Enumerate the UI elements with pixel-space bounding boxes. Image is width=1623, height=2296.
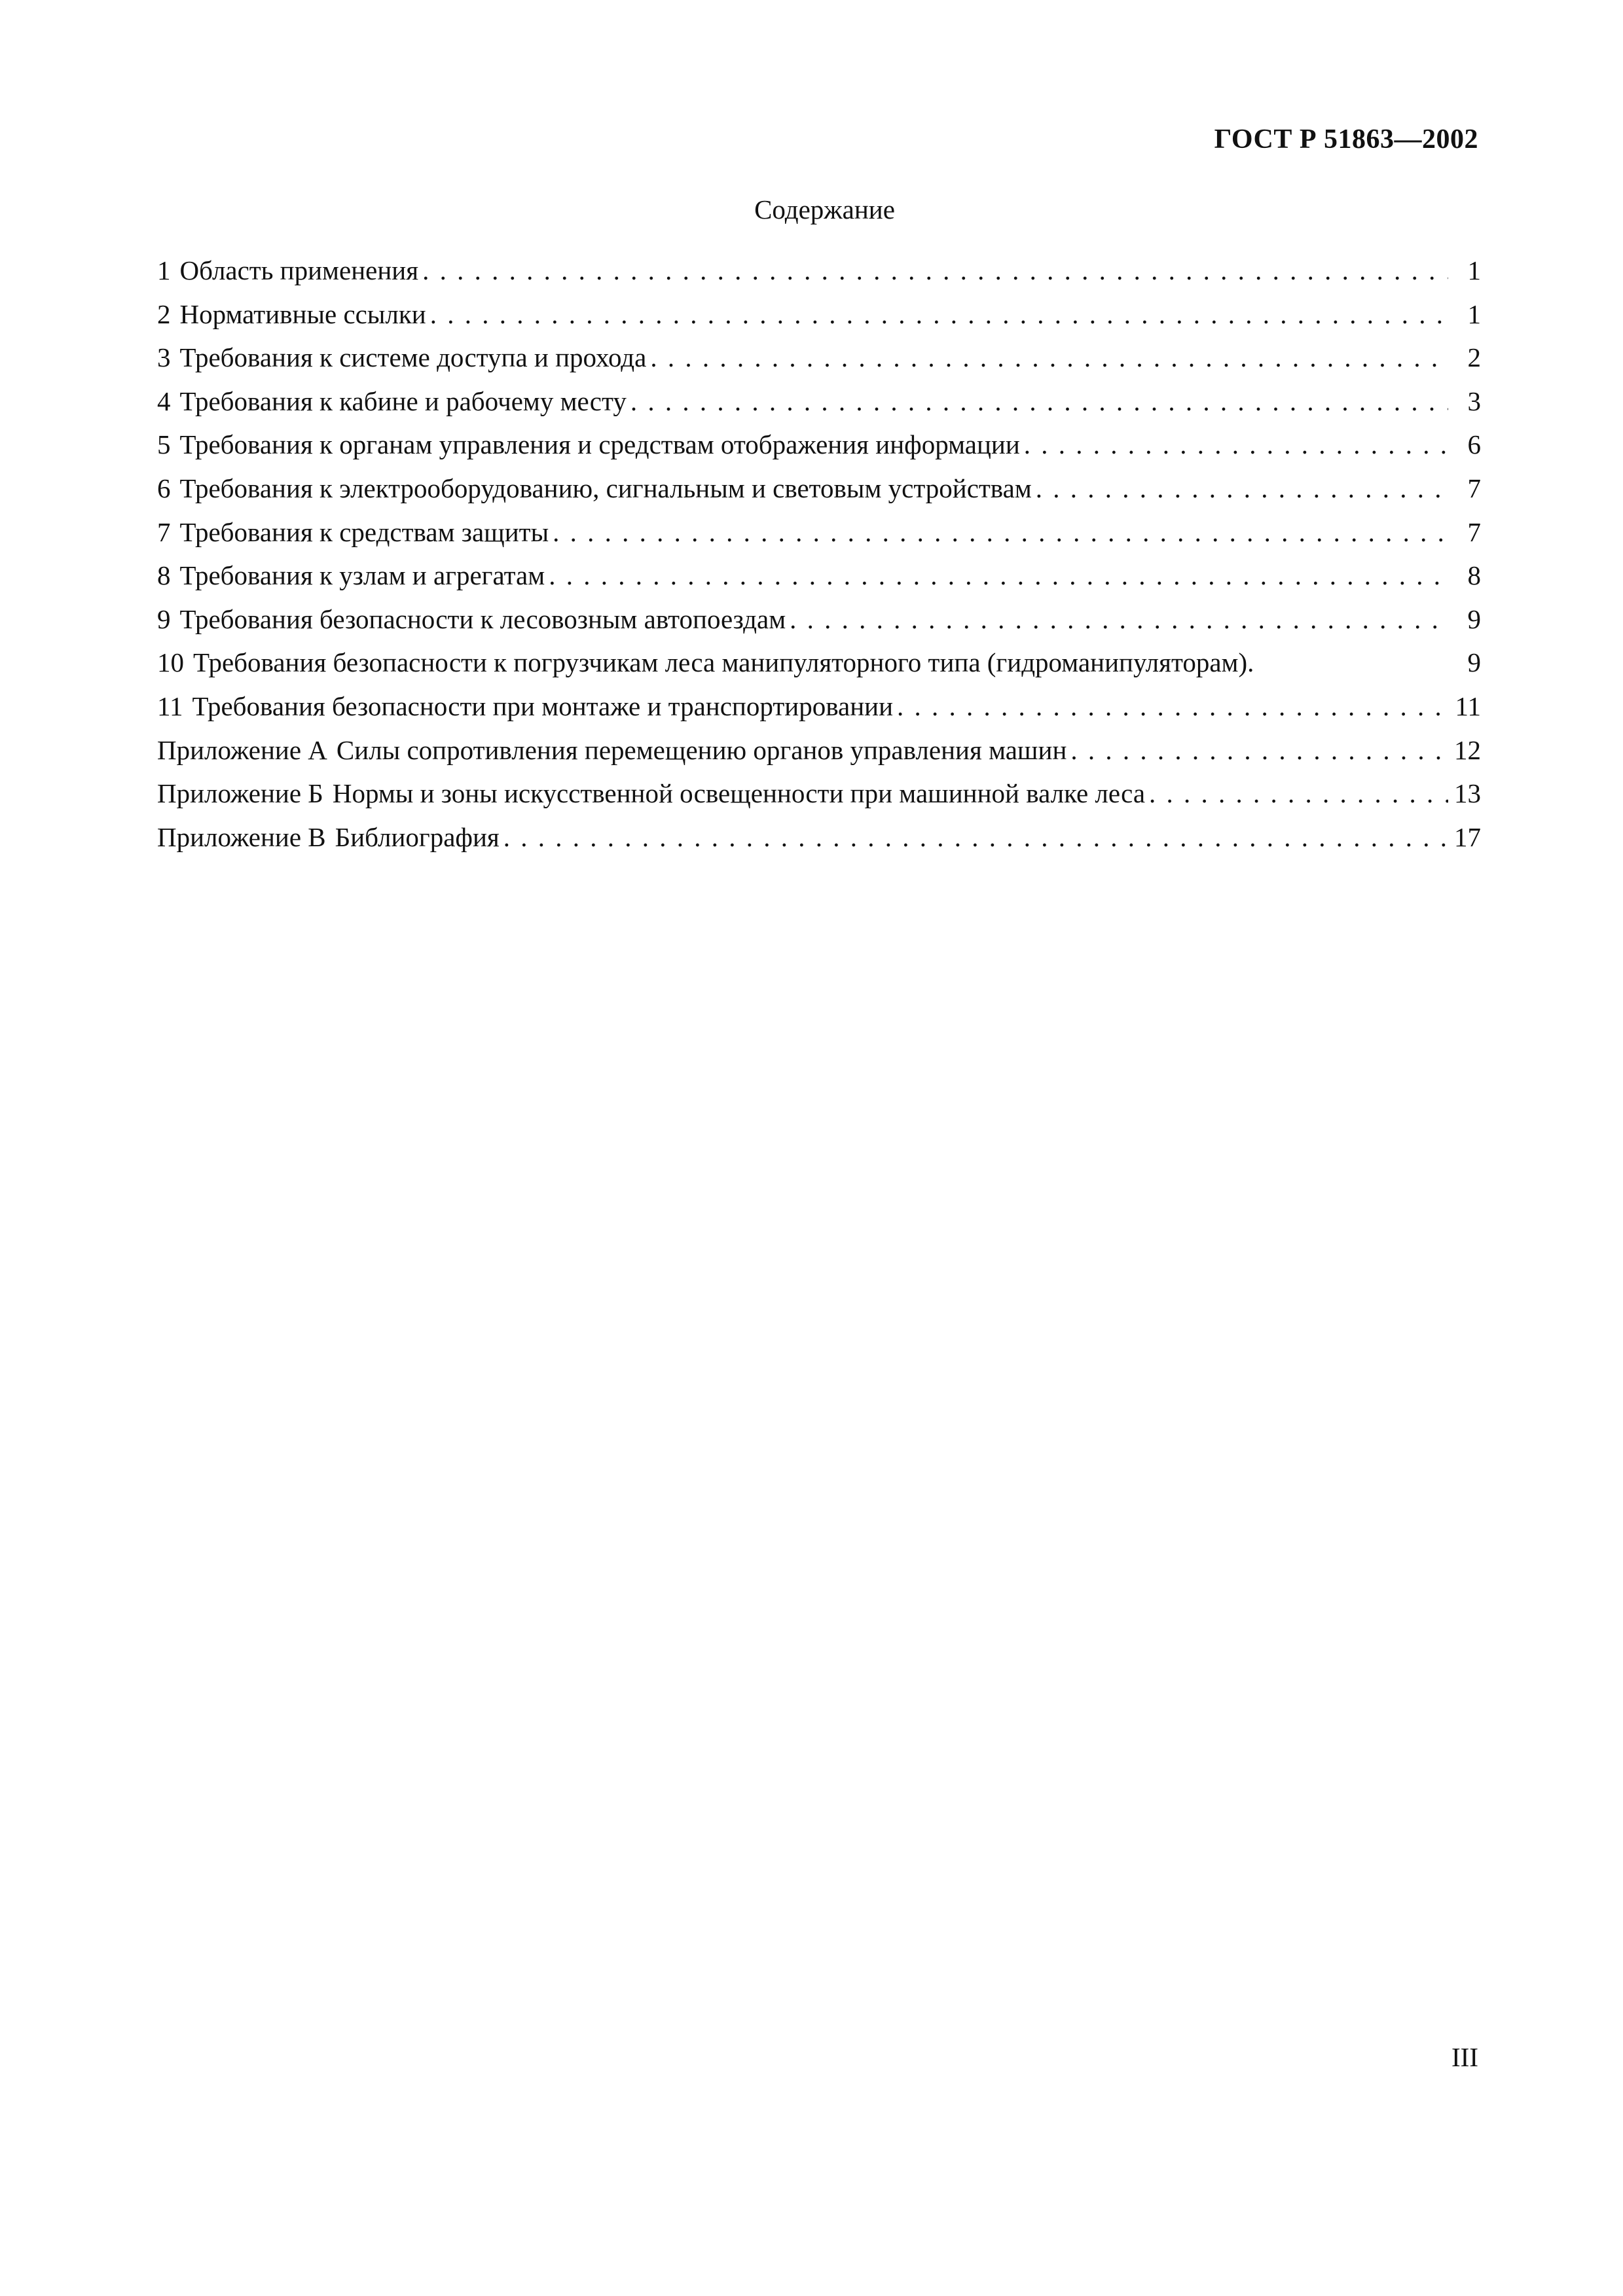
toc-entry-number: 5	[157, 429, 171, 460]
toc-entry-title: Требования к органам управления и средствам отображения информации	[179, 429, 1020, 460]
toc-entry-page: 7	[1467, 473, 1481, 503]
toc-dot-leader	[1036, 467, 1448, 510]
toc-entry-title: Требования к системе доступа и прохода	[179, 342, 647, 373]
toc-entry-title: Нормы и зоны искусственной освещенности при машинной валке леса	[332, 778, 1146, 809]
toc-entry-title: Нормативные ссылки	[179, 298, 426, 329]
toc-title: Содержание	[754, 194, 895, 224]
toc-entry[interactable]	[157, 511, 1481, 554]
toc-entry[interactable]	[157, 816, 1481, 859]
toc-entry[interactable]	[157, 598, 1481, 641]
toc-entry-page: 1	[1467, 298, 1481, 329]
toc-entry-title: Требования к электрооборудованию, сигнальным и световым устройствам	[179, 473, 1032, 503]
toc-entry[interactable]	[157, 380, 1481, 423]
toc-entry-number: 3	[157, 342, 171, 373]
toc-entry-page: 7	[1467, 516, 1481, 547]
toc-dot-leader	[430, 293, 1448, 336]
toc-dot-leader	[422, 249, 1448, 292]
toc-entry[interactable]	[157, 249, 1481, 293]
toc-entry-number: Приложение Б	[157, 778, 323, 809]
toc-dot-leader	[503, 816, 1448, 859]
toc-entry[interactable]	[157, 467, 1481, 511]
toc-entry-title: Требования безопасности к погрузчикам леса манипуляторного типа (гидроманипуляторам).	[193, 647, 1254, 678]
toc-entry-page: 8	[1467, 560, 1481, 591]
toc-entry-page: 9	[1467, 603, 1481, 634]
toc-entry-number: 9	[157, 603, 171, 634]
toc-entry-number: 10	[157, 647, 184, 678]
toc-entry-number: 6	[157, 473, 171, 503]
toc-entry[interactable]	[157, 336, 1481, 380]
toc-entry-number: 1	[157, 255, 171, 285]
toc-dot-leader	[1149, 772, 1448, 815]
toc-entry[interactable]	[157, 685, 1481, 728]
document-code: ГОСТ Р 51863—2002	[1214, 124, 1478, 154]
toc-entry-title: Требования безопасности при монтаже и транспортировании	[192, 691, 894, 721]
toc-entry[interactable]	[157, 641, 1481, 685]
toc-entry-number: Приложение В	[157, 821, 326, 852]
toc-entry-number: 4	[157, 386, 171, 416]
toc-entry[interactable]	[157, 554, 1481, 598]
toc-dot-leader	[650, 336, 1448, 379]
toc-entry-title: Требования к средствам защиты	[179, 516, 549, 547]
toc-entry-page: 1	[1467, 255, 1481, 285]
toc-dot-leader	[553, 511, 1448, 554]
toc-entry[interactable]	[157, 772, 1481, 816]
toc-entry-number: 8	[157, 560, 171, 591]
toc-entry-page: 12	[1454, 734, 1481, 765]
toc-dot-leader	[790, 598, 1448, 641]
toc-entry-title: Требования к узлам и агрегатам	[179, 560, 545, 591]
toc-entry-page: 6	[1467, 429, 1481, 460]
toc-entry-title: Требования безопасности к лесовозным автопоездам	[179, 603, 786, 634]
toc-entry-number: 7	[157, 516, 171, 547]
toc-entry[interactable]	[157, 728, 1481, 772]
toc-entry-number: Приложение А	[157, 734, 327, 765]
toc-entry-title: Область применения	[179, 255, 419, 285]
toc-dot-leader	[630, 380, 1448, 423]
toc-entry-page: 3	[1467, 386, 1481, 416]
toc-entry-page: 2	[1467, 342, 1481, 373]
toc-entry-page: 17	[1454, 821, 1481, 852]
toc-entry-page: 9	[1467, 647, 1481, 678]
toc-entry[interactable]	[157, 293, 1481, 336]
toc-entry-number: 11	[157, 691, 183, 721]
toc-dot-leader	[549, 554, 1448, 597]
toc-entry-title: Силы сопротивления перемещению органов управления машин	[336, 734, 1067, 765]
toc-entry-title: Библиография	[335, 821, 500, 852]
table-of-contents	[157, 249, 1481, 859]
toc-entry-page: 13	[1454, 778, 1481, 809]
toc-dot-leader	[897, 685, 1448, 728]
toc-entry[interactable]	[157, 423, 1481, 467]
toc-entry-number: 2	[157, 298, 171, 329]
toc-dot-leader	[1024, 423, 1448, 466]
toc-entry-title: Требования к кабине и рабочему месту	[179, 386, 627, 416]
toc-dot-leader	[1070, 728, 1448, 772]
page-number: III	[1451, 2042, 1478, 2072]
toc-entry-page: 11	[1455, 691, 1481, 721]
